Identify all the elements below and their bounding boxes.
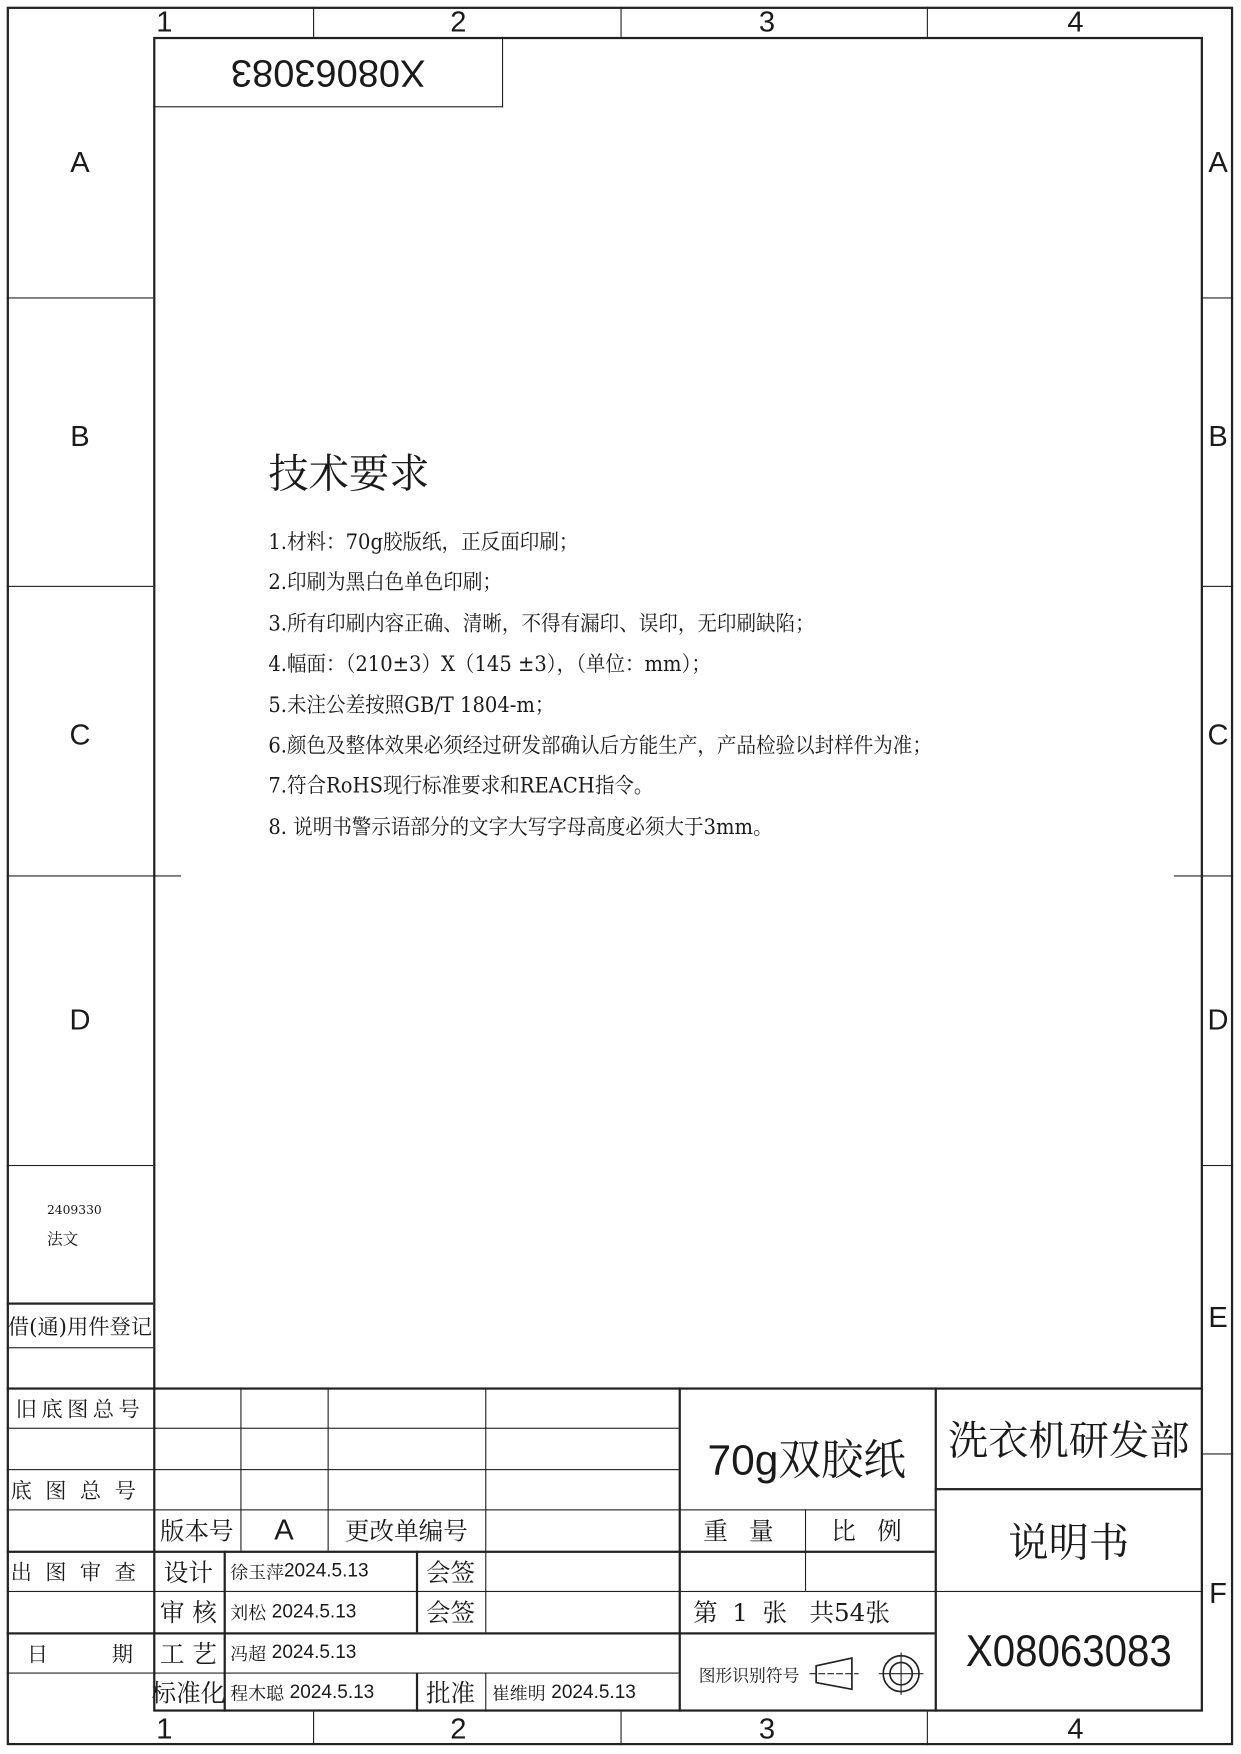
scale-label: 比 例 xyxy=(831,1518,909,1547)
designer-name: 徐玉萍 xyxy=(230,1561,284,1583)
process-label: 工 艺 xyxy=(159,1640,217,1669)
zone-row-E-right: E xyxy=(1208,1299,1228,1334)
reviewer xyxy=(224,1591,416,1632)
design-label: 设计 xyxy=(163,1559,213,1588)
weight-label: 重 量 xyxy=(703,1518,781,1547)
projection-symbol-icon xyxy=(807,1652,930,1697)
zone-row-F-right: F xyxy=(1209,1575,1227,1610)
base-number-label: 底图总号 xyxy=(10,1478,150,1504)
approve-date: 2024.5.13 xyxy=(551,1680,636,1703)
process-name: 冯超 xyxy=(230,1642,267,1665)
side-note-language: 法文 xyxy=(46,1230,79,1249)
review-label: 审 核 xyxy=(159,1599,217,1628)
department: 洗衣机研发部 xyxy=(948,1418,1190,1465)
zone-col-2-top: 2 xyxy=(450,4,467,39)
drawing-review-label: 出图审查 xyxy=(10,1560,150,1585)
zone-col-1-bottom: 1 xyxy=(156,1711,173,1745)
material: 70g双胶纸 xyxy=(707,1437,906,1485)
requirement-item: 5.未注公差按照GB/T 1804-m； xyxy=(268,693,555,718)
drawing-number: X08063083 xyxy=(965,1626,1172,1676)
version-value: A xyxy=(274,1512,294,1547)
zone-row-C-left: C xyxy=(69,717,91,751)
approver xyxy=(485,1673,678,1712)
countersign-label: 会签 xyxy=(425,1599,476,1628)
reviewer-name: 刘松 xyxy=(230,1602,267,1624)
review-date: 2024.5.13 xyxy=(271,1600,357,1622)
version-label: 版本号 xyxy=(159,1518,234,1547)
zone-row-C-right: C xyxy=(1207,717,1229,751)
approve-label: 批准 xyxy=(425,1680,476,1709)
design-date: 2024.5.13 xyxy=(283,1559,369,1581)
zone-col-4-top: 4 xyxy=(1067,4,1084,39)
requirement-item: 3.所有印刷内容正确、清晰，不得有漏印、误印，无印刷缺陷； xyxy=(268,611,815,637)
document-name: 说明书 xyxy=(1008,1519,1130,1566)
zone-row-B-left: B xyxy=(70,418,90,453)
zone-col-3-top: 3 xyxy=(758,4,776,39)
date-label: 日 期 xyxy=(26,1641,134,1667)
requirements-title: 技术要求 xyxy=(268,451,430,498)
rotated-number-box xyxy=(153,37,503,107)
standardizer-name: 程木聪 xyxy=(230,1682,284,1704)
process-engineer xyxy=(224,1632,679,1672)
side-note-code: 2409330 xyxy=(46,1202,102,1218)
requirement-item: 4.幅面：（210±3）X（145 ±3），（单位：mm）； xyxy=(268,651,711,677)
standardization-date: 2024.5.13 xyxy=(289,1680,375,1703)
standardizer xyxy=(224,1673,416,1712)
zone-col-4-bottom: 4 xyxy=(1067,1711,1084,1745)
old-base-number-label: 旧底图总号 xyxy=(15,1396,145,1422)
rotated-drawing-number: X08063083 xyxy=(230,51,426,94)
zone-row-B-right: B xyxy=(1208,418,1228,453)
zone-row-A-right: A xyxy=(1208,144,1228,179)
zone-col-3-bottom: 3 xyxy=(758,1711,776,1745)
zone-col-2-bottom: 2 xyxy=(450,1711,467,1745)
standardization-label: 标准化 xyxy=(151,1680,226,1709)
zone-col-1-top: 1 xyxy=(156,4,173,39)
approver-name: 崔维明 xyxy=(491,1682,546,1704)
sheet-number: 第 1 张 xyxy=(693,1599,791,1628)
requirement-item: 7.符合RoHS现行标准要求和REACH指令。 xyxy=(268,773,654,799)
requirement-item: 2.印刷为黑白色单色印刷； xyxy=(268,570,502,595)
designer xyxy=(224,1551,416,1591)
countersign-label: 会签 xyxy=(425,1559,476,1588)
requirement-item: 8. 说明书警示语部分的文字大写字母高度必须大于3mm。 xyxy=(268,815,773,840)
borrow-register-label: 借(通)用件登记 xyxy=(7,1314,152,1339)
zone-row-D-left: D xyxy=(69,1002,91,1036)
change-number-label: 更改单编号 xyxy=(344,1518,468,1547)
zone-row-D-right: D xyxy=(1207,1002,1229,1036)
projection-symbol-label: 图形识别符号 xyxy=(698,1665,800,1686)
process-date: 2024.5.13 xyxy=(271,1641,357,1663)
total-sheets: 共54张 xyxy=(809,1599,890,1628)
requirement-item: 6.颜色及整体效果必须经过研发部确认后方能生产，产品检验以封样件为准； xyxy=(268,733,932,759)
zone-row-A-left: A xyxy=(70,144,90,179)
requirement-item: 1.材料：70g胶版纸，正反面印刷； xyxy=(268,529,579,555)
